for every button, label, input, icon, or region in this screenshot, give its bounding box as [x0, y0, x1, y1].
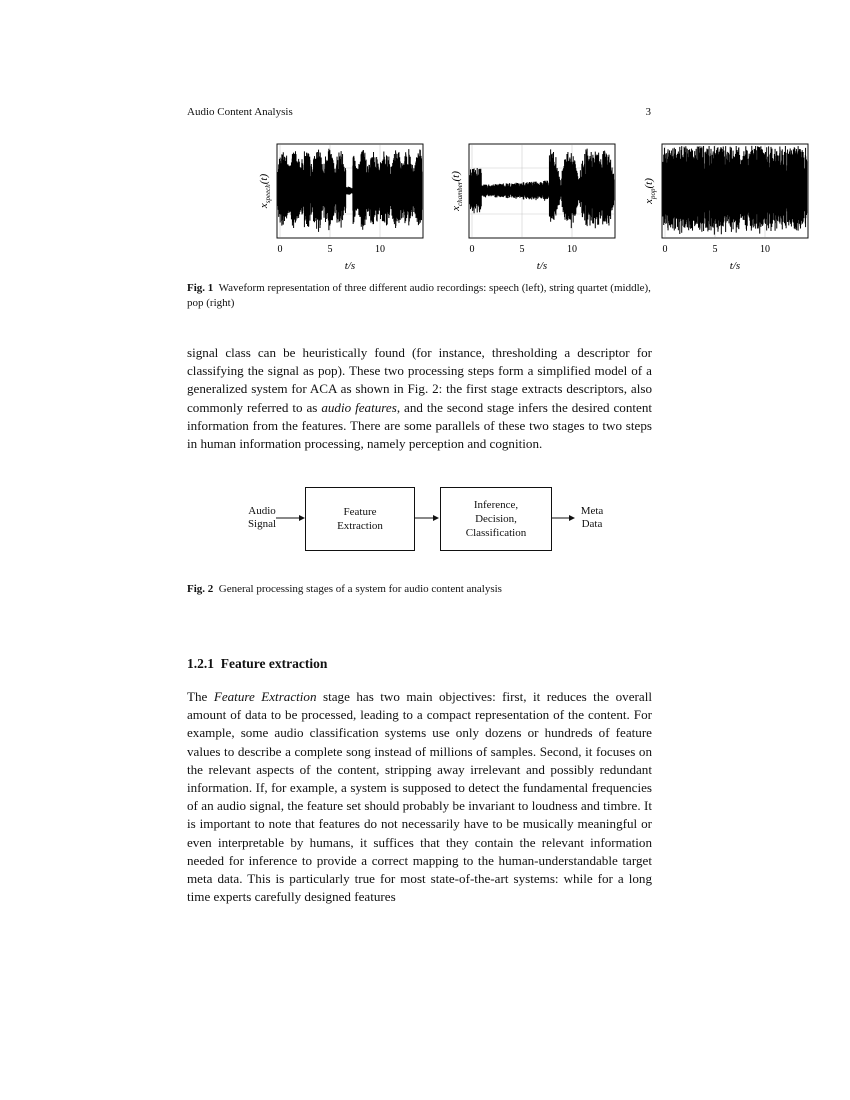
waveform-pop	[663, 146, 807, 235]
paragraph-1-before: signal class can be heuristically found (for instance, thresholding a descriptor for classifying the signal as pop). These two processing steps form a simplified model of a generalized system for ACA as shown in Fig. 2: the first stage extracts descriptors, also commonly referred to as	[187, 345, 652, 415]
diagram-arrows	[230, 488, 630, 558]
output-label-line1: Meta	[580, 505, 604, 517]
tick-label-10: 10	[375, 244, 385, 255]
page-number: 3	[645, 106, 651, 118]
waveform-plot-speech	[250, 138, 430, 276]
paragraph-2-before: The	[187, 689, 214, 704]
x-axis-label: t/s	[536, 260, 548, 272]
y-axis-label-arg: (t)	[643, 178, 655, 189]
y-axis-label	[643, 178, 657, 205]
tick-label-5: 5	[712, 244, 718, 255]
figure-2-caption-label: Fig. 2	[187, 583, 214, 595]
inference-box-line1: Inference,	[473, 499, 519, 511]
running-head-title: Audio Content Analysis	[187, 106, 293, 118]
waveform-panel-pop	[635, 138, 815, 276]
figure-2-diagram	[230, 488, 630, 558]
inference-box-line2: Decision,	[475, 513, 517, 525]
tick-label-5: 5	[327, 244, 333, 255]
output-label-line2: Data	[581, 518, 603, 530]
waveform-plot-pop	[635, 138, 815, 276]
paragraph-1	[187, 344, 652, 453]
paragraph-2-emphasis: Feature Extraction	[213, 689, 317, 704]
tick-label-0: 0	[662, 244, 668, 255]
figure-1-caption-text: Waveform representation of three different audio recordings: speech (left), string quartet (middle), pop (right)	[187, 282, 651, 309]
tick-label-10: 10	[567, 244, 577, 255]
input-label-line1: Audio	[248, 505, 276, 517]
paragraph-1-after: , and the second stage infers the desired content information from the features. There are some parallels of these two stages to two steps in human information processing, namely perception and cognition.	[187, 399, 653, 452]
y-axis-label	[450, 171, 464, 212]
y-axis-label-main: x	[450, 206, 462, 211]
y-axis-label-arg: (t)	[450, 171, 462, 182]
section-title: Feature extraction	[220, 656, 328, 671]
y-axis-label-main: x	[258, 203, 270, 209]
x-axis-label: t/s	[729, 260, 741, 272]
tick-label-10: 10	[760, 244, 770, 255]
section-heading	[187, 656, 327, 672]
waveform-plot-chamber	[442, 138, 622, 276]
paragraph-2-after: stage has two main objectives: first, it reduces the overall amount of data to be processed, leading to a compact representation of the content. For example, some audio classification systems use only dozens or hundreds of feature values to describe a complete song instead of millions of samples. Second, it focuses on the relevant aspects of the content, stripping away irrelevant and possibly redundant information. If, for example, a system is supposed to detect the fundamental frequencies of an audio signal, the feature set should probably be invariant to loudness and timbre. It is important to note that features do not necessarily have to be musically meaningful or even interpretable by humans, it suffices that they contain the relevant information needed for inference to provide a correct mapping to the human-understandable target meta data. This is particularly true for most state-of-the-art systems: while for a long time experts carefully designed features	[187, 689, 652, 905]
running-head	[187, 106, 651, 122]
output-label	[572, 505, 612, 531]
paragraph-2	[187, 688, 652, 906]
y-axis-label-sub: pop	[649, 188, 657, 199]
tick-label-0: 0	[469, 244, 475, 255]
feature-box-line1: Feature	[343, 506, 377, 518]
inference-box	[440, 487, 552, 551]
tick-label-0: 0	[277, 244, 283, 255]
waveform-panel-speech	[250, 138, 430, 276]
y-axis-label-main: x	[643, 199, 655, 204]
figure-1-waveforms	[250, 138, 820, 276]
figure-2-caption	[187, 582, 652, 597]
y-axis-label-sub: chamber	[456, 181, 464, 206]
input-label-line2: Signal	[247, 518, 277, 530]
waveform-panel-chamber	[442, 138, 622, 276]
feature-box-line2: Extraction	[337, 520, 383, 532]
paragraph-1-emphasis: audio features	[321, 399, 397, 415]
y-axis-label-arg: (t)	[258, 173, 270, 185]
tick-label-5: 5	[519, 244, 525, 255]
figure-1-caption	[187, 281, 652, 311]
y-axis-label-sub: speech	[264, 184, 272, 204]
y-axis-label	[258, 174, 272, 210]
figure-1-caption-label: Fig. 1	[187, 282, 214, 294]
figure-2-caption-text: General processing stages of a system for audio content analysis	[218, 583, 502, 595]
inference-box-line3: Classification	[465, 527, 527, 539]
section-number: 1.2.1	[187, 656, 214, 671]
feature-extraction-box	[305, 487, 415, 551]
x-axis-label: t/s	[344, 260, 356, 272]
